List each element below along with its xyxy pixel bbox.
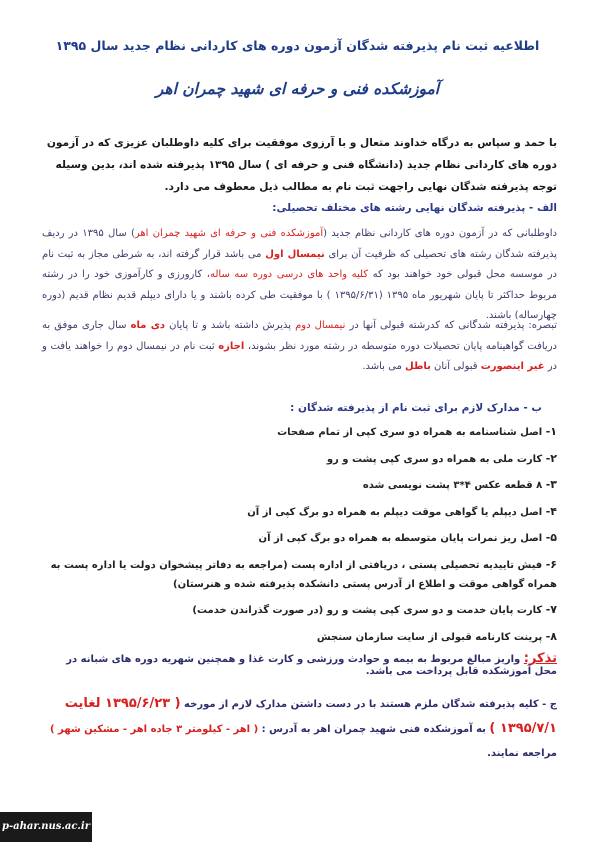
- highlight-permission: اجازه: [218, 340, 245, 352]
- text-segment: ج - کلیه پذیرفته شدگان ملزم هستند با در دست داشتن مدارک لازم از مورخه: [180, 699, 557, 710]
- intro-paragraph: با حمد و سپاس به درگاه خداوند متعال و با آرزوی موفقیت برای کلیه داوطلبان عزیزی که در آزمون دوره های کاردانی نظام جدید (دانشگاه فنی و حرفه ای ) سال ۱۳۹۵ پذیرفته شده اند، بدین وسیله توجه پذیرفته شدگان نهایی راجهت ثبت نام به مطالب ذیل معطوف می دارد.: [46, 137, 557, 193]
- item-number: ۶-: [545, 557, 557, 571]
- item-number: ۱-: [545, 425, 557, 438]
- item-text: پرینت کارنامه قبولی از سایت سازمان سنجش: [316, 631, 543, 643]
- highlight-course-units: کلیه واحد های درسی دوره سه ساله: [210, 269, 369, 280]
- reminder-title: تذکر:: [523, 651, 557, 666]
- list-item: [42, 449, 557, 469]
- highlight-void: باطل: [405, 361, 431, 372]
- list-item: [42, 555, 557, 594]
- institute-address: ( اهر - کیلومتر ۳ جاده اهر - مشکین شهر ): [49, 724, 259, 735]
- section-c-paragraph: [42, 692, 557, 766]
- text-segment: قبولی آنان: [430, 361, 481, 372]
- highlight-first-semester: نیمسال اول: [265, 248, 325, 260]
- highlight-second-semester: نیمسال دوم: [295, 320, 346, 331]
- reminder-text: واریز مبالغ مربوط به بیمه و حوادث ورزشی و کارت غذا و همچنین شهریه دوره های شبانه در محل آموزشکده قابل پرداخت می باشد.: [66, 654, 557, 677]
- section-a-body: [42, 224, 557, 327]
- item-number: ۲-: [545, 451, 557, 465]
- text-segment: مراجعه نمایند.: [487, 748, 557, 759]
- item-text: اصل دیپلم یا گواهی موقت دیپلم به همراه دو برگ کپی از آن: [247, 506, 543, 518]
- highlight-otherwise: غیر اینصورت: [480, 361, 545, 372]
- text-segment: می باشد.: [362, 361, 406, 372]
- website-footer-badge: p-ahar.nus.ac.ir: [0, 812, 92, 842]
- text-segment: می باشد قرار گرفته اند، به شرطی مجاز به ثبت نام در موسسه محل قبولی خود خواهند بود که: [42, 248, 557, 280]
- item-text: فیش تاییدیه تحصیلی پستی ، دریافتی از اداره پست (مراجعه به دفاتر پیشخوان دولت یا اداره پست به همراه گواهی موقت و اطلاع از آدرس پستی دانشکده پذیرفته شده و هنرستان): [50, 559, 557, 590]
- announcement-title: اطلاعیه ثبت نام پذیرفته شدگان آزمون دوره های کاردانی نظام جدید سال ۱۳۹۵: [55, 38, 540, 53]
- registration-dates: ( ۱۳۹۵/۶/۲۳ لغایت ۱۳۹۵/۷/۱ ): [64, 696, 557, 736]
- highlight-institute: آموزشکده فنی و حرفه ای شهید چمران اهر: [134, 228, 324, 239]
- reminder-note: [42, 651, 557, 677]
- list-item: [42, 475, 557, 495]
- section-a-heading: الف - پذیرفته شدگان نهایی رشته های مختلف تحصیلی:: [272, 202, 557, 214]
- highlight-dey-month: دی ماه: [130, 320, 166, 331]
- text-segment: ) سال ۱۳۹۵ در ردیف پذیرفته شدگان رشته های تحصیلی که ظرفیت آن برای: [42, 228, 558, 260]
- item-text: کارت پایان خدمت و دو سری کپی پشت و رو (در صورت گذراندن خدمت): [192, 605, 543, 616]
- text-segment: داوطلبانی که در آزمون دوره های کاردانی نظام جدید (: [323, 228, 558, 239]
- required-documents-list: [42, 422, 557, 653]
- list-item: [42, 422, 557, 442]
- text-segment: ثبت نام در نیمسال دوم را خواهند یافت و در: [42, 340, 557, 372]
- item-text: ۸ قطعه عکس ۴*۳ پشت نویسی شده: [362, 480, 543, 491]
- item-number: ۸-: [545, 629, 557, 643]
- text-segment: تبصره: پذیرفته شدگانی که کدرشته قبولی آنها در: [345, 320, 558, 331]
- item-number: ۳-: [545, 478, 557, 491]
- item-number: ۴-: [545, 504, 557, 518]
- list-item: [42, 600, 557, 620]
- section-b-heading: ب - مدارک لازم برای ثبت نام از پذیرفته شدگان :: [290, 402, 542, 414]
- list-item: [42, 627, 557, 647]
- institute-name: آموزشکده فنی و حرفه ای شهید چمران اهر: [155, 80, 440, 98]
- list-item: [42, 528, 557, 548]
- text-segment: پذیرش داشته باشد و تا پایان: [165, 320, 296, 331]
- item-text: اصل شناسنامه به همراه دو سری کپی از تمام صفحات: [277, 427, 543, 438]
- item-number: ۵-: [545, 531, 557, 544]
- item-number: ۷-: [545, 603, 557, 616]
- item-text: کارت ملی به همراه دو سری کپی پشت و رو: [326, 453, 543, 465]
- text-segment: ، کارورزی و کارآموزی خود را در رشته مربوط حداکثر تا پایان شهریور ماه ۱۳۹۵ (۱۳۹۵/۶/۳۱ ) با موفقیت طی کرده باشند و یا دارای دیپلم قدیم نظام قدیم (دوره چهارساله) باشند.: [42, 269, 557, 321]
- text-segment: به آموزشکده فنی شهید چمران اهر به آدرس :: [258, 724, 490, 735]
- list-item: [42, 502, 557, 522]
- section-a-note: [42, 316, 557, 378]
- text-segment: سال جاری موفق به دریافت گواهینامه پایان تحصیلات دوره متوسطه در رشته مورد نظر بشوند،: [42, 320, 557, 352]
- item-text: اصل ریز نمرات پایان متوسطه به همراه دو برگ کپی از آن: [258, 533, 543, 544]
